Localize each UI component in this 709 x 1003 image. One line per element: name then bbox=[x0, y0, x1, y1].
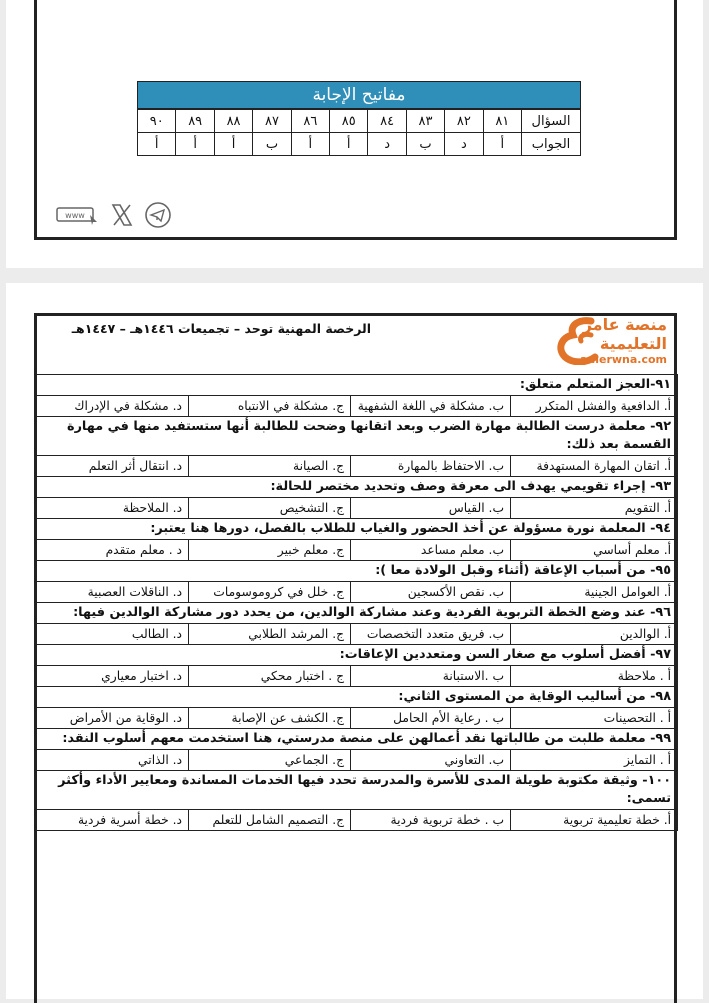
page-top bbox=[6, 0, 703, 268]
answer-option: د. انتقال أثر التعلم bbox=[35, 456, 189, 477]
answer-cell: أ bbox=[176, 133, 214, 156]
social-icons bbox=[56, 200, 172, 230]
answer-cell: د bbox=[368, 133, 406, 156]
question-number: ٩٠ bbox=[138, 110, 176, 133]
answer-option: أ. الوالدين bbox=[511, 624, 678, 645]
answer-option: ب. الاحتفاظ بالمهارة bbox=[351, 456, 511, 477]
answer-option: أ . ملاحظة bbox=[511, 666, 678, 687]
answer-option: ب . خطة تربوية فردية bbox=[351, 810, 511, 831]
answer-option: أ. معلم أساسي bbox=[511, 540, 678, 561]
amer-logo bbox=[517, 315, 667, 371]
options-row bbox=[35, 708, 678, 729]
question-row bbox=[35, 417, 678, 456]
answer-option: ج . اختبار محكي bbox=[189, 666, 351, 687]
question-number: ٨٩ bbox=[176, 110, 214, 133]
answer-cell: ب bbox=[253, 133, 291, 156]
answer-option: د . معلم متقدم bbox=[35, 540, 189, 561]
answer-option: د. مشكلة في الإدراك bbox=[35, 396, 189, 417]
answer-option: ب .الاستبانة bbox=[351, 666, 511, 687]
answer-option: ج. خلل في كروموسومات bbox=[189, 582, 351, 603]
logo-url: amerwna.com bbox=[580, 353, 667, 366]
answer-option: ب. معلم مساعد bbox=[351, 540, 511, 561]
page-header-title: الرخصة المهنية توحد – تجميعات ١٤٤٦هـ – ١٤٤٧هـ bbox=[71, 321, 371, 336]
answer-option: ب. نقص الأكسجين bbox=[351, 582, 511, 603]
telegram-icon[interactable] bbox=[144, 201, 172, 229]
options-row bbox=[35, 810, 678, 831]
question-label: السؤال bbox=[522, 110, 581, 133]
question-text: ٩٦- عند وضع الخطة التربوية الفردية وعند مشاركة الوالدين، من يحدد دور مشاركة الوالدين فيها: bbox=[35, 603, 678, 624]
question-text: ٩٤- المعلمة نورة مسؤولة عن أخذ الحضور والغياب للطلاب بالفصل، دورها هنا يعتبر: bbox=[35, 519, 678, 540]
answer-cell: أ bbox=[214, 133, 252, 156]
logo-text-line1: منصة عامر bbox=[582, 315, 667, 334]
answer-option: ج. التصميم الشامل للتعلم bbox=[189, 810, 351, 831]
options-row bbox=[35, 624, 678, 645]
answer-option: د. الطالب bbox=[35, 624, 189, 645]
question-text: ٩١-العجز المتعلم متعلق: bbox=[35, 375, 678, 396]
question-text: ٩٣- إجراء تقويمي يهدف الى معرفة وصف وتحديد مختصر للحالة: bbox=[35, 477, 678, 498]
answer-option: أ . التمايز bbox=[511, 750, 678, 771]
x-icon[interactable] bbox=[110, 203, 134, 227]
answer-option: ج. الجماعي bbox=[189, 750, 351, 771]
answer-cell: ب bbox=[406, 133, 444, 156]
answer-option: ج. الصيانة bbox=[189, 456, 351, 477]
answer-option: أ. التقويم bbox=[511, 498, 678, 519]
question-row bbox=[35, 729, 678, 750]
question-text: ٩٧- أفضل أسلوب مع صغار السن ومتعددين الإعاقات: bbox=[35, 645, 678, 666]
answer-option: أ. العوامل الجينية bbox=[511, 582, 678, 603]
answer-option: أ . التحصينات bbox=[511, 708, 678, 729]
question-text: ٩٩- معلمة طلبت من طالباتها نقد أعمالهن على منصة مدرستي، هنا استخدمت معهم أسلوب النقد: bbox=[35, 729, 678, 750]
questions-table bbox=[34, 374, 678, 831]
answer-option: ب. القياس bbox=[351, 498, 511, 519]
answer-option: أ. الدافعية والفشل المتكرر bbox=[511, 396, 678, 417]
page-bottom bbox=[6, 283, 703, 999]
answer-cell: د bbox=[445, 133, 483, 156]
options-row bbox=[35, 582, 678, 603]
question-number: ٨٢ bbox=[445, 110, 483, 133]
answer-cell: أ bbox=[330, 133, 368, 156]
options-row bbox=[35, 750, 678, 771]
answer-option: ب. مشكلة في اللغة الشفهية bbox=[351, 396, 511, 417]
answer-option: ج. التشخيص bbox=[189, 498, 351, 519]
answer-option: ج. مشكلة في الانتباه bbox=[189, 396, 351, 417]
question-row bbox=[35, 771, 678, 810]
options-row bbox=[35, 396, 678, 417]
question-number: ٨٨ bbox=[214, 110, 252, 133]
question-number: ٨٦ bbox=[291, 110, 329, 133]
question-text: ٩٥- من أسباب الإعاقة (أثناء وقبل الولادة معا ): bbox=[35, 561, 678, 582]
question-number: ٨٤ bbox=[368, 110, 406, 133]
answer-option: ج. المرشد الطلابي bbox=[189, 624, 351, 645]
answer-key-title: مفاتيح الإجابة bbox=[137, 81, 581, 109]
question-text: ٩٨- من أساليب الوقاية من المستوى الثاني: bbox=[35, 687, 678, 708]
logo-text-line2: التعليمية bbox=[599, 334, 667, 353]
answer-key-table bbox=[137, 81, 581, 156]
answer-option: د. الناقلات العصبية bbox=[35, 582, 189, 603]
question-number: ٨١ bbox=[483, 110, 521, 133]
answer-option: د. خطة أسرية فردية bbox=[35, 810, 189, 831]
question-number-row bbox=[138, 110, 581, 133]
options-row bbox=[35, 456, 678, 477]
answer-row bbox=[138, 133, 581, 156]
question-row bbox=[35, 561, 678, 582]
question-number: ٨٣ bbox=[406, 110, 444, 133]
question-number: ٨٧ bbox=[253, 110, 291, 133]
question-row bbox=[35, 519, 678, 540]
answer-option: د. اختبار معياري bbox=[35, 666, 189, 687]
answer-option: ب. التعاوني bbox=[351, 750, 511, 771]
options-row bbox=[35, 540, 678, 561]
answer-label: الجواب bbox=[522, 133, 581, 156]
answer-option: د. الملاحظة bbox=[35, 498, 189, 519]
answer-option: د. الوقاية من الأمراض bbox=[35, 708, 189, 729]
answer-option: ج. معلم خبير bbox=[189, 540, 351, 561]
svg-text:www: www bbox=[65, 211, 85, 220]
question-row bbox=[35, 603, 678, 624]
question-row bbox=[35, 645, 678, 666]
answer-option: أ. اتقان المهارة المستهدفة bbox=[511, 456, 678, 477]
question-text: ٩٢- معلمة درست الطالبة مهارة الضرب وبعد اتقانها وضحت للطالبة أنها ستستفيد منها في مهارة القسمة بعد ذلك: bbox=[35, 417, 678, 456]
answer-option: أ. خطة تعليمية تربوية bbox=[511, 810, 678, 831]
question-text: ١٠٠- وثيقة مكتوبة طويلة المدى للأسرة والمدرسة تحدد فيها الخدمات المساندة ومعايير الأداء وأكثر تسمى: bbox=[35, 771, 678, 810]
question-number: ٨٥ bbox=[330, 110, 368, 133]
answer-cell: أ bbox=[291, 133, 329, 156]
answer-cell: أ bbox=[483, 133, 521, 156]
answer-cell: أ bbox=[138, 133, 176, 156]
answer-option: د. الذاتي bbox=[35, 750, 189, 771]
answer-option: ب. فريق متعدد التخصصات bbox=[351, 624, 511, 645]
answer-option: ج. الكشف عن الإصابة bbox=[189, 708, 351, 729]
www-icon[interactable] bbox=[56, 205, 100, 225]
answer-option: ب . رعاية الأم الحامل bbox=[351, 708, 511, 729]
question-row bbox=[35, 375, 678, 396]
options-row bbox=[35, 666, 678, 687]
question-row bbox=[35, 477, 678, 498]
options-row bbox=[35, 498, 678, 519]
question-row bbox=[35, 687, 678, 708]
